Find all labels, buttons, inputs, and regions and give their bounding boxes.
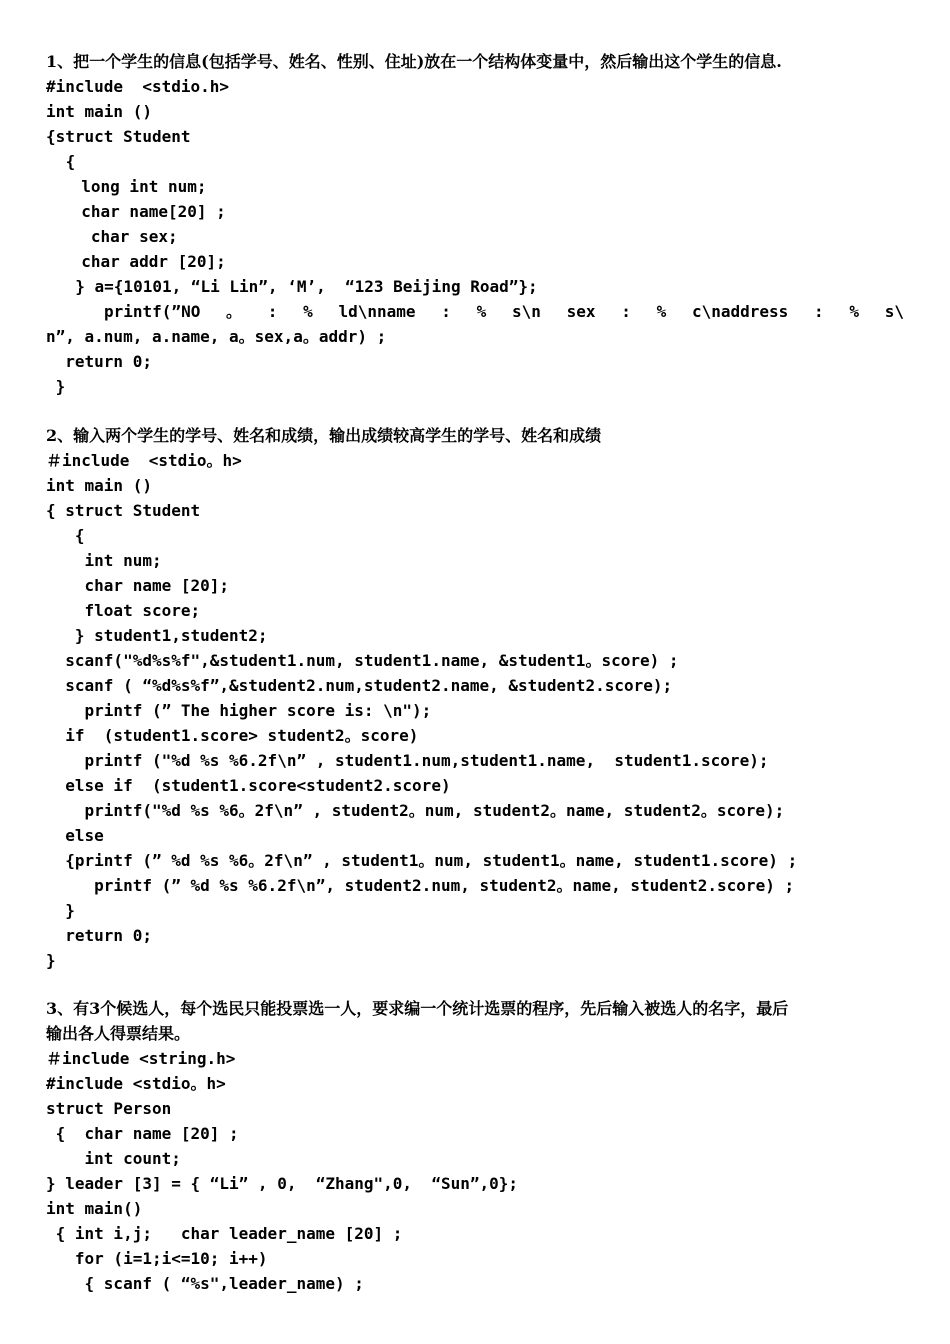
code-line: {	[46, 526, 85, 545]
code-line: scanf("%d%s%f",&student1.num, student1.name, &student1。score) ;	[46, 651, 679, 670]
code-line: { struct Student	[46, 501, 201, 520]
code-line: #include <stdio.h>	[46, 77, 230, 96]
code-line: char addr [20];	[62, 252, 226, 271]
code-token: %	[476, 302, 487, 321]
code-line: {struct Student	[46, 127, 191, 146]
code-token: :	[814, 302, 824, 321]
code-line: char name[20] ;	[62, 202, 226, 221]
code-token: :	[621, 302, 631, 321]
code-line: } a={10101, “Li Lin”, ‘M’, “123 Beijing Road”};	[56, 277, 538, 296]
code-line: } leader [3] = { “Li” , 0, “Zhang",0, “Sun”,0};	[46, 1174, 519, 1193]
code-token: sex	[566, 302, 596, 321]
code-token: s\n	[512, 302, 541, 321]
code-line: { int i,j; char leader_name [20] ;	[46, 1224, 403, 1243]
code-line: #include <stdio。h>	[46, 1074, 226, 1093]
code-line: char sex;	[62, 227, 178, 246]
code-line: int main ()	[46, 476, 152, 495]
code-line: printf ("%d %s %6.2f\n” , student1.num,student1.name, student1.score);	[46, 751, 769, 770]
code-token: c\naddress	[691, 302, 789, 321]
code-line: { char name [20] ;	[46, 1124, 239, 1143]
code-line: else	[46, 826, 104, 845]
code-line: {printf (” %d %s %6。2f\n” , student1。num, student1。name, student1.score) ;	[46, 851, 798, 870]
printf-justified-line	[104, 302, 904, 322]
code-token: %	[849, 302, 860, 321]
code-line: else if (student1.score<student2.score)	[46, 776, 451, 795]
code-token: %	[656, 302, 667, 321]
code-token: :	[267, 302, 278, 321]
code-token: %	[303, 302, 313, 321]
code-token: 。	[226, 302, 243, 321]
code-line: {	[56, 152, 76, 171]
code-line: long int num;	[62, 177, 207, 196]
code-line: return 0;	[46, 352, 152, 371]
code-line: ＃include <string.h>	[46, 1049, 236, 1068]
code-line: int main()	[46, 1199, 143, 1218]
code-token: printf(”NO	[104, 302, 201, 321]
code-line: printf("%d %s %6。2f\n” , student2。num, student2。name, student2。score);	[46, 801, 785, 820]
code-line: return 0;	[46, 926, 152, 945]
code-line: printf (” %d %s %6.2f\n”, student2.num, student2。name, student2.score) ;	[46, 876, 795, 895]
question-3-title-cont: 输出各人得票结果。	[46, 1024, 191, 1043]
code-token: s\	[884, 302, 904, 321]
code-line: if (student1.score> student2。score)	[46, 726, 419, 745]
code-line: struct Person	[46, 1099, 172, 1118]
code-token: :	[441, 302, 451, 321]
question-1-title: 1、把一个学生的信息(包括学号、姓名、性别、住址)放在一个结构体变量中，然后输出这个学生的信息.	[46, 52, 782, 71]
code-line: int num;	[46, 551, 162, 570]
code-line: }	[46, 951, 56, 970]
code-line: for (i=1;i<=10; i++)	[46, 1249, 268, 1268]
code-token: ld\nname	[338, 302, 416, 321]
code-line: printf (” The higher score is: \n");	[46, 701, 432, 720]
code-line: n”, a.num, a.name, a。sex,a。addr) ;	[46, 327, 387, 346]
code-line: float score;	[46, 601, 201, 620]
code-line: int count;	[46, 1149, 181, 1168]
code-line: } student1,student2;	[46, 626, 268, 645]
code-line: ＃include <stdio。h>	[46, 451, 242, 470]
code-line: }	[46, 901, 75, 920]
code-line: char name [20];	[46, 576, 230, 595]
question-2-title: 2、输入两个学生的学号、姓名和成绩，输出成绩较高学生的学号、姓名和成绩	[46, 426, 602, 445]
code-line: }	[46, 377, 66, 396]
question-3-title: 3、有3个候选人，每个选民只能投票选一人，要求编一个统计选票的程序，先后输入被选人的名字，最后	[46, 999, 789, 1018]
code-line: { scanf ( “%s",leader_name) ;	[46, 1274, 364, 1293]
code-line: int main ()	[46, 102, 152, 121]
code-line: scanf ( “%d%s%f”,&student2.num,student2.name, &student2.score);	[46, 676, 673, 695]
